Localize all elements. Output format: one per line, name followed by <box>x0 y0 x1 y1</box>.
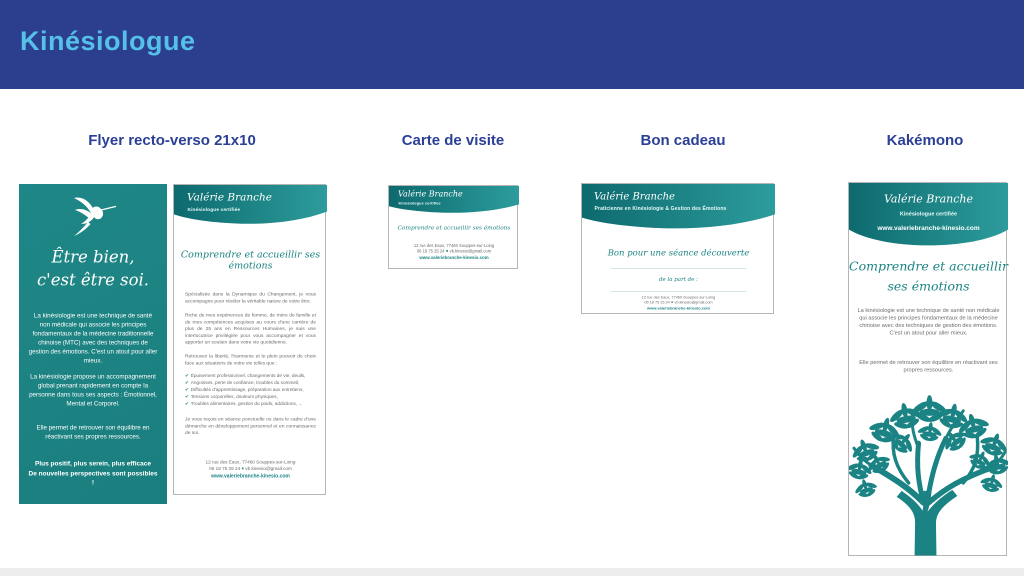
check-icon: ✔ <box>185 373 189 378</box>
recto-tagline-line1: Être bien, <box>51 247 135 267</box>
contact-email: vb.kinesio@gmail.com <box>674 300 713 305</box>
contact-email: vb.kinesio@gmail.com <box>449 248 492 254</box>
checklist-item <box>185 400 319 407</box>
brand-subtitle: Kinésiologue certifiée <box>899 211 958 217</box>
brand-subtitle: Kinésiologue certifiée <box>398 201 441 206</box>
check-icon: ✔ <box>185 394 189 399</box>
card-wave-header <box>389 186 519 215</box>
voucher-contact-block <box>582 295 775 311</box>
verso-checklist <box>185 372 319 407</box>
recto-tagline-line2: c'est être soi. <box>36 270 150 290</box>
signature-line <box>611 268 746 269</box>
page-title: Kinésiologue <box>20 26 196 56</box>
kakemono-heading-line2: ses émotions <box>887 279 970 294</box>
verso-paragraph-4: Je vous reçois en séance ponctuelle ou dans le cadre d'une démarche en développement personnel et en connaissance de soi. <box>185 416 316 436</box>
brand-name: Valérie Branche <box>883 193 974 206</box>
recto-paragraph-2: La kinésiologie propose un accompagnement global prenant rapidement en compte la personne dans tous ses aspects : Émotionnel, Mental et Corporel. <box>29 373 157 407</box>
checklist-item-text: Tensions corporelles, douleurs physiques, <box>190 393 278 399</box>
voucher-wave-header <box>582 184 775 232</box>
section-label-voucher: Bon cadeau <box>640 132 726 149</box>
brand-name: Valérie Branche <box>398 189 463 199</box>
contact-address: 12 rue des Eaux, 77460 Souppes-sur-Loing <box>413 243 495 248</box>
contact-phone: 06 18 75 25 24 <box>644 300 670 305</box>
kakemono-heading-line1: Comprendre et accueillir <box>849 259 1008 274</box>
verso-paragraph-2: Riche de mes expériences de femme, de mère de famille et de mes compétences acquises au cours d'une carrière de plus de 25 ans en Ressources Humaines, je suis une interlocutrice privilégiée pour vous accompagner et vous apporter un soutien dans votre vie quotidienne. <box>185 312 316 345</box>
check-icon: ✔ <box>185 401 189 406</box>
kakemono-paragraph-1: La kinésiologie est une technique de santé non médicale qui associe les principes fondamentaux de la médecine chinoise avec des techniques de gestion des émotions. C'est un atout pour aller mieux. <box>857 307 1000 336</box>
kakemono-website: www.valeriebranche-kinesio.com <box>877 224 980 232</box>
card-heading: Comprendre et accueillir ses émotions <box>397 224 511 231</box>
contact-phone: 06 18 75 25 24 <box>209 466 241 471</box>
kakemono-preview <box>848 182 1007 556</box>
verso-contact-block <box>174 459 327 479</box>
contact-line <box>582 300 775 305</box>
section-label-card: Carte de visite <box>401 132 505 149</box>
check-icon: ✔ <box>185 387 189 392</box>
flyer-recto-preview <box>19 184 167 504</box>
kakemono-paragraph-2: Elle permet de retrouver son équilibre en réactivant ses propres ressources. <box>859 359 998 373</box>
card-contact-block <box>389 243 519 260</box>
business-card-preview <box>388 185 518 269</box>
verso-heading: Comprendre et accueillir ses émotions <box>180 249 321 271</box>
signature-line <box>611 291 746 292</box>
tree-icon <box>849 383 1008 556</box>
checklist-item-text: Angoisses, perte de confiance, troubles du sommeil, <box>190 379 300 385</box>
contact-phone: 06 18 75 25 24 <box>416 248 445 254</box>
recto-paragraph-3: Elle permet de retrouver son équilibre en réactivant ses propres ressources. <box>36 424 150 440</box>
checklist-item-text: Difficultés d'apprentissage, préparation aux entretiens, <box>190 386 304 392</box>
checklist-item-text: Troubles alimentaires, gestion du poids, addictions, ... <box>190 400 303 406</box>
verso-wave-header <box>174 185 327 227</box>
flyer-verso-preview <box>173 184 326 495</box>
recto-paragraph-1: La kinésiologie est une technique de santé non médicale qui associe les principes fondamentaux de la médecine traditionnelle chinoise (MTC) avec des techniques de gestion des émotions. C'est un atout pour aller mieux. <box>28 312 158 364</box>
recto-highlight-line2: De nouvelles perspectives sont possibles ! <box>28 469 158 486</box>
brand-name: Valérie Branche <box>187 191 272 203</box>
checklist-item <box>185 386 319 393</box>
separator-icon: ■ <box>671 301 674 304</box>
section-label-flyer: Flyer recto-verso 21x10 <box>88 132 256 149</box>
kakemono-wave-header <box>849 183 1008 253</box>
hummingbird-icon <box>68 192 118 242</box>
contact-address: 12 rue des Eaux, 77460 Souppes-sur-Loing <box>205 459 296 465</box>
separator-icon: ■ <box>241 467 244 471</box>
contact-website: www.valeriebranche-kinesio.com <box>647 306 710 311</box>
brand-subtitle: Kinésiologue certifiée <box>187 207 241 213</box>
contact-website: www.valeriebranche-kinesio.com <box>211 473 290 479</box>
contact-line <box>174 466 327 473</box>
contact-email: vb.kinesio@gmail.com <box>245 466 292 471</box>
brand-name: Valérie Branche <box>594 190 675 202</box>
checklist-item <box>185 393 319 400</box>
page-footer-strip <box>0 568 1024 576</box>
page-header <box>0 0 1024 89</box>
contact-website: www.valeriebranche-kinesio.com <box>419 255 489 260</box>
verso-paragraph-1: Spécialisée dans la Dynamique du Changement, je vous accompagne pour révéler la véritable nature de votre être. <box>185 291 316 304</box>
checklist-item-text: Épuisement professionnel, changements de vie, deuils, <box>190 372 306 378</box>
separator-icon: ■ <box>446 249 449 253</box>
contact-line <box>389 249 519 255</box>
voucher-heading: Bon pour une séance découverte <box>607 248 750 258</box>
contact-address: 12 rue des Eaux, 77460 Souppes-sur-Loing <box>641 295 716 300</box>
check-icon: ✔ <box>185 380 189 385</box>
checklist-item <box>185 379 319 386</box>
section-label-kakemono: Kakémono <box>886 132 964 149</box>
gift-voucher-preview <box>581 183 774 314</box>
checklist-item <box>185 372 319 379</box>
brand-subtitle: Praticienne en Kinésiologie & Gestion des Émotions <box>594 206 727 212</box>
voucher-from-label: de la part de : <box>658 276 699 283</box>
verso-paragraph-3: Retrouvez la liberté, l'harmonie et le plein pouvoir de choix face aux situations de votre vie telles que : <box>185 353 316 366</box>
recto-highlight-line1: Plus positif, plus serein, plus efficace <box>35 459 151 467</box>
